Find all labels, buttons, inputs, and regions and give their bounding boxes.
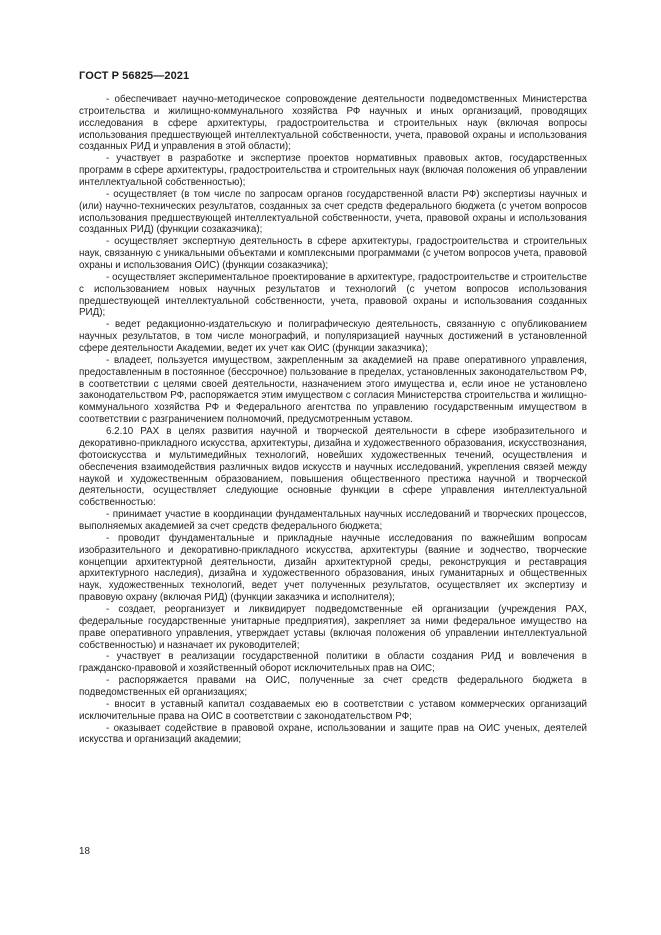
- paragraph: - оказывает содействие в правовой охране, использовании и защите прав на ОИС ученых, деятелей искусства и организаций академии;: [79, 722, 587, 746]
- paragraph: - принимает участие в координации фундаментальных научных исследований и творческих процессов, выполняемых академией за счет средств федерального бюджета;: [79, 509, 587, 532]
- paragraph: - ведет редакционно-издательскую и полиграфическую деятельность, связанную с опубликованием научных результатов, в том числе монографий, и популяризацией научных достижений в установленной сфере деятельности Академии, ведет их учет как ОИС (функции заказчика);: [79, 319, 587, 355]
- paragraph: - вносит в уставный капитал создаваемых ею в соответствии с уставом коммерческих организаций исключительные права на ОИС в соответствии с законодательством РФ;: [79, 698, 587, 722]
- paragraph: - участвует в разработке и экспертизе проектов нормативных правовых актов, государственных программ в сфере архитектуры, градостроительства и строительных наук (включая положения об управлении интеллектуальной собственностью);: [79, 153, 587, 189]
- paragraph: - обеспечивает научно-методическое сопровождение деятельности подведомственных Министерства строительства и жилищно-коммунального хозяйства РФ научных и иных организаций, проводящих исследования в сфере архитектуры, градостроительства и строительных наук (включая вопросы использования предшествующей интеллектуальной собственности, учета, правовой охраны и использования созданных РИД и управления в этой области);: [79, 94, 587, 153]
- document-header: ГОСТ Р 56825—2021: [79, 70, 190, 82]
- paragraph: - участвует в реализации государственной политики в области создания РИД и вовлечения в гражданско-правовой и хозяйственный оборот исключительных прав на ОИС;: [79, 651, 587, 675]
- section-paragraph: 6.2.10 РАХ в целях развития научной и творческой деятельности в сфере изобразительного и декоративно-прикладного искусства, архитектуры, дизайна и художественного образования, искусствознания, фотоискусства и мультимедийных технологий, новейших художественных течений, осуществления и обеспечения взаимодействия различных видов искусств и научных исследований, укрепления связей между наукой и художественным образованием, повышения общественного престижа научной и творческой деятельности, осуществляет следующие основные функции в сфере управления интеллектуальной собственностью:: [79, 426, 587, 509]
- document-body: [79, 94, 587, 746]
- paragraph: - владеет, пользуется имуществом, закрепленным за академией на праве оперативного управления, предоставленным в постоянное (бессрочное) пользование в пределах, установленных законодательством РФ, в соответствии с целями своей деятельности, назначением этого имущества и, если иное не установлено законодательством РФ, распоряжается этим имуществом с согласия Министерства строительства и жилищно-коммунального хозяйства РФ и Федерального агентства по управлению государственным имуществом в соответствии с разграничением полномочий, предусмотренным уставом.: [79, 354, 587, 426]
- paragraph: - осуществляет экспертную деятельность в сфере архитектуры, градостроительства и строительных наук, связанную с уникальными объектами и комплексными программами (с учетом вопросов учета, правовой охраны и использования ОИС) (функции созаказчика);: [79, 236, 587, 272]
- page-number: 18: [79, 846, 90, 857]
- paragraph: - проводит фундаментальные и прикладные научные исследования по важнейшим вопросам изобразительного и декоративно-прикладного искусства, архитектуры (ваяние и зодчество, творческие концепции архитектурной деятельности, дизайн архитектурной среды, реконструкция и реставрация архитектурного наследия), дизайна и художественного образования, иных гуманитарных и общественных наук, художественных технологий, ведет учет полученных результатов, осуществляет их экспертизу и правовую охрану (включая РИД) (функции заказчика и исполнителя);: [79, 532, 587, 604]
- paragraph: - осуществляет (в том числе по запросам органов государственной власти РФ) экспертизы научных и (или) научно-технических результатов, созданных за счет средств федерального бюджета (с учетом вопросов использования предшествующей интеллектуальной собственности, учета, правовой охраны и использования созданных РИД) (функции созаказчика);: [79, 188, 587, 236]
- paragraph: - осуществляет экспериментальное проектирование в архитектуре, градостроительстве и строительстве с использованием новых научных результатов и технологий (с учетом вопросов использования предшествующей интеллектуальной собственности, учета, правовой охраны и использования созданных РИД);: [79, 271, 587, 319]
- paragraph: - создает, реорганизует и ликвидирует подведомственные ей организации (учреждения РАХ, федеральные государственные унитарные предприятия), закрепляет за ними федеральное имущество на праве оперативного управления, утверждает уставы (включая положения об управлении интеллектуальной собственностью) и назначает их руководителей;: [79, 603, 587, 651]
- paragraph: - распоряжается правами на ОИС, полученные за счет средств федерального бюджета в подведомственных ей организациях;: [79, 675, 587, 698]
